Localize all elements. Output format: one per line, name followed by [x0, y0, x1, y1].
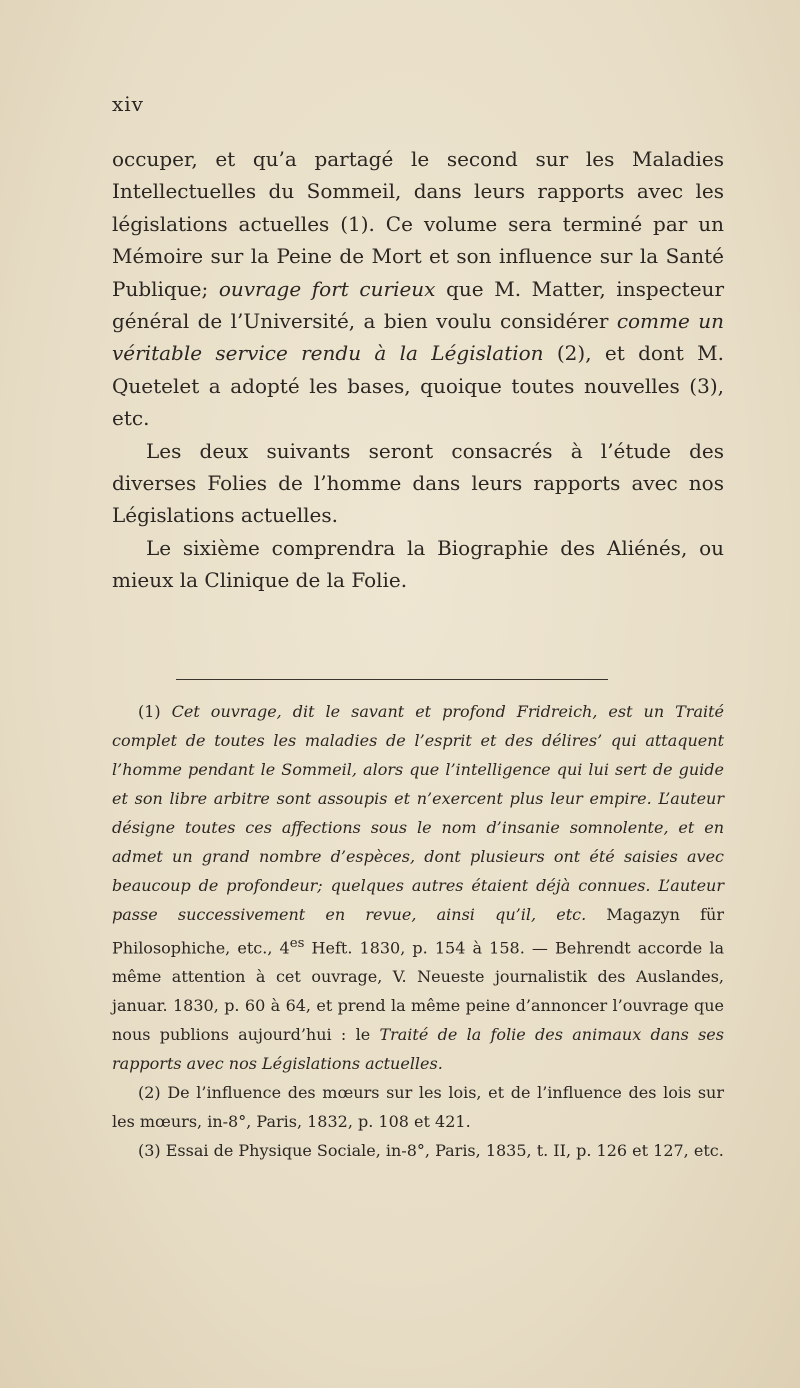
paragraph-1-text-a: occuper, et qu’a partagé le second sur les Maladies Intellectuelles du Sommeil, dans leurs rapports avec les législations actuelles (1). Ce volume sera terminé par un Mémoire sur la Peine de Mort et son influence sur la Santé Publique;: [112, 147, 724, 301]
footnote-3: (3) Essai de Physique Sociale, in-8°, Paris, 1835, t. II, p. 126 et 127, etc.: [138, 1141, 724, 1161]
footnote-1-number: (1): [138, 702, 172, 721]
footnote-divider: [176, 679, 608, 680]
footnote-1-ref: Magazyn für Philosophiche, etc., 4: [112, 905, 724, 958]
footnote-1-quote: Cet ouvrage, dit le savant et profond Fridreich, est un Traité complet de toutes les maladies de l’esprit et des délires’ qui attaquent l’homme pendant le Sommeil, alors que l’intelligence qui lui sert de guide et son libre arbitre sont assoupis et n’exercent plus leur empire. L’auteur désigne toutes ces affections sous le nom d’insanie somnolente, et en admet un grand nombre d’espèces, dont plusieurs ont été saisies avec beaucoup de profondeur; quelques autres étaient déjà connues. L’auteur passe successivement en revue, ainsi qu’il, etc.: [112, 702, 725, 924]
paragraph-2: Les deux suivants seront consacrés à l’étude des diverses Folies de l’homme dans leurs rapports avec nos Législations actuelles.: [112, 438, 724, 528]
main-text: [112, 143, 724, 597]
paragraph-1-text-c: que M. Matter, inspecteur général de l’Université, a bien voulu considérer: [112, 276, 725, 334]
paragraph-1-italic-b: ouvrage fort curieux: [218, 276, 436, 301]
footnote-1-sup: es: [289, 936, 305, 951]
paragraph-3: Le sixième comprendra la Biographie des Aliénés, ou mieux la Clinique de la Folie.: [112, 535, 724, 593]
paragraph-1: [112, 143, 724, 435]
footnote-1-cont: Heft. 1830, p. 154 à 158. — Behrendt accorde la même attention à cet ouvrage, V. Neueste journalistik des Auslandes, januar. 1830, p. 60 à 64, et prend la même peine d’annoncer l’ouvrage que nous publions aujourd’hui : le: [112, 938, 724, 1045]
paragraph-1-italic-d: comme un véritable service rendu à la Législation: [112, 309, 724, 366]
page-number: xiv: [112, 92, 144, 116]
footnote-2: (2) De l’influence des mœurs sur les lois, et de l’influence des lois sur les mœurs, in-8°, Paris, 1832, p. 108 et 421.: [112, 1083, 724, 1132]
footnote-1: [112, 697, 724, 1078]
footnotes: [112, 697, 724, 1165]
paragraph-1-text-e: (2), et dont M. Quetelet a adopté les bases, quoique toutes nouvelles (3), etc.: [112, 341, 724, 431]
footnote-1-title: Traité de la folie des animaux dans ses rapports avec nos Législations actuelles.: [112, 1025, 724, 1074]
